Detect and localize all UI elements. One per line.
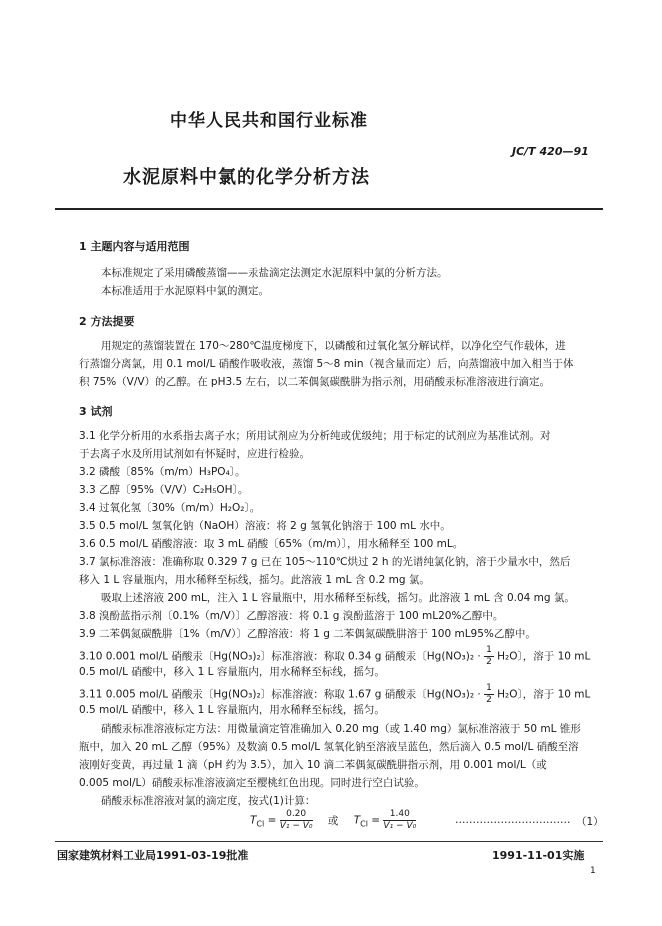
implementation-date: 1991-11-01实施 xyxy=(492,849,585,862)
clause-3-7: 移入 1 L 容量瓶内，用水稀释至标线，摇匀。此溶液 1 mL 含 0.2 mg 氯。 xyxy=(79,574,430,586)
clause-3-9: 3.9 二苯偶氮碳酰肼〔1%（m/V）〕乙醇溶液：将 1 g 二苯偶氮碳酰肼溶于 100 mL95%乙醇中。 xyxy=(79,628,536,640)
page-number: 1 xyxy=(590,866,596,876)
clause-3-1: 3.1 化学分析用的水系指去离子水；所用试剂应为分析纯或优级纯；用于标定的试剂应为基准试剂。对 xyxy=(79,430,551,442)
clause-3-10: 0.5 mol/L 硝酸中，移入 1 L 容量瓶内，用水稀释至标线，摇匀。 xyxy=(79,666,385,678)
standard-code: JC/T 420—91 xyxy=(512,145,589,158)
half-denominator: 2 xyxy=(486,695,492,705)
half-denominator: 2 xyxy=(486,657,492,667)
half-fraction xyxy=(484,645,494,668)
equation-leader-dots: …………………………… xyxy=(455,814,571,826)
eq-denominator: V₁ − V₀ xyxy=(279,821,313,831)
eq-lhs-sub: Cl xyxy=(256,819,265,829)
section-2-line: 积 75%（V/V）的乙醇。在 pH3.5 左右，以二苯偶氮碳酰肼为指示剂，用硝酸汞标准溶液进行滴定。 xyxy=(79,376,551,388)
clause-3-10-text: 3.10 0.001 mol/L 硝酸汞〔Hg(NO₃)₂〕标准溶液：称取 0.34 g 硝酸汞〔Hg(NO₃)₂ · xyxy=(79,650,481,663)
approval-text: 国家建筑材料工业局1991-03-19批准 xyxy=(57,849,249,862)
clause-3-10-text: H₂O〕，溶于 10 mL xyxy=(497,650,591,663)
eq-fraction xyxy=(280,809,313,832)
eq-equals: = xyxy=(367,814,384,827)
section-2-line: 用规定的蒸馏装置在 170～280℃温度梯度下，以磷酸和过氧化氢分解试样，以净化空气作载体，进 xyxy=(101,340,566,352)
section-2-heading: 2 方法提要 xyxy=(79,315,135,328)
calibration-line: 瓶中，加入 20 mL 乙醇（95%）及数滴 0.5 mol/L 氢氧化钠至溶液呈蓝色，然后滴入 0.5 mol/L 硝酸至溶 xyxy=(79,741,579,753)
eq-denominator: V₁ − V₀ xyxy=(383,821,417,831)
section-3-heading: 3 试剂 xyxy=(79,405,113,418)
document-title: 水泥原料中氯的化学分析方法 xyxy=(123,167,370,188)
section-1-line: 本标准适用于水泥原料中氯的测定。 xyxy=(101,285,269,297)
eq-lhs: T xyxy=(250,814,257,827)
section-2-line: 行蒸馏分离氯，用 0.1 mol/L 硝酸作吸收液，蒸馏 5～8 min（视含量而定）后，向蒸馏液中加入相当于体 xyxy=(79,358,574,370)
clause-3-3: 3.3 乙醇〔95%（V/V）C₂H₅OH〕。 xyxy=(79,484,249,496)
half-numerator: 1 xyxy=(486,645,492,655)
clause-3-6: 3.6 0.5 mol/L 硝酸溶液：取 3 mL 硝酸〔65%（m/m）〕，用水稀释至 100 mL。 xyxy=(79,538,464,550)
calibration-line: 液刚好变黄，再过量 1 滴（pH 约为 3.5），加入 10 滴二苯偶氮碳酰肼指示剂，用 0.001 mol/L（或 xyxy=(79,759,547,771)
calibration-line: 0.005 mol/L）硝酸汞标准溶液滴定至樱桃红色出现。同时进行空白试验。 xyxy=(79,777,425,789)
half-numerator: 1 xyxy=(486,683,492,693)
clause-3-8: 3.8 溴酚蓝指示剂〔0.1%（m/V）〕乙醇溶液：将 0.1 g 溴酚蓝溶于 100 mL20%乙醇中。 xyxy=(79,610,504,622)
clause-3-7: 吸取上述溶液 200 mL，注入 1 L 容量瓶中，用水稀释至标线，摇匀。此溶液 1 mL 含 0.04 mg 氯。 xyxy=(101,592,575,604)
half-fraction xyxy=(484,683,494,706)
clause-3-11: 0.5 mol/L 硝酸中，移入 1 L 容量瓶内，用水稀释至标线，摇匀。 xyxy=(79,704,385,716)
clause-3-11-text: H₂O〕，溶于 10 mL xyxy=(497,688,591,701)
standard-title: 中华人民共和国行业标准 xyxy=(170,111,368,131)
footer-rule xyxy=(55,841,603,842)
clause-3-4: 3.4 过氧化氢〔30%（m/m）H₂O₂〕。 xyxy=(79,502,261,514)
eq-lhs: T xyxy=(353,814,361,827)
eq-lhs-sub: Cl xyxy=(360,819,368,829)
clause-3-7: 3.7 氯标准溶液：准确称取 0.329 7 g 已在 105～110℃烘过 2 h 的光谱纯氯化钠，溶于少量水中，然后 xyxy=(79,556,571,568)
eq-fraction xyxy=(383,809,416,832)
title-rule xyxy=(55,208,603,210)
section-1-line: 本标准规定了采用磷酸蒸馏——汞盐滴定法测定水泥原料中氯的分析方法。 xyxy=(101,267,448,279)
eq-numerator: 1.40 xyxy=(383,809,416,821)
equation-number: （1） xyxy=(576,816,604,828)
section-1-heading: 1 主题内容与适用范围 xyxy=(79,240,190,253)
eq-numerator: 0.20 xyxy=(280,809,313,821)
eq-equals: = xyxy=(264,814,280,827)
eq-or: 或 xyxy=(327,814,339,827)
clause-3-5: 3.5 0.5 mol/L 氢氧化钠（NaOH）溶液：将 2 g 氢氧化钠溶于 100 mL 水中。 xyxy=(79,520,451,532)
titer-intro: 硝酸汞标准溶液对氯的滴定度，按式(1)计算： xyxy=(101,795,316,807)
calibration-line: 硝酸汞标准溶液标定方法：用微量滴定管准确加入 0.20 mg（或 1.40 mg）氯标准溶液于 50 mL 锥形 xyxy=(101,723,581,735)
clause-3-1: 于去离子水及所用试剂如有怀疑时，应进行检验。 xyxy=(79,448,310,460)
clause-3-2: 3.2 磷酸〔85%（m/m）H₃PO₄〕。 xyxy=(79,466,246,478)
equation-1 xyxy=(250,809,416,832)
clause-3-11-text: 3.11 0.005 mol/L 硝酸汞〔Hg(NO₃)₂〕标准溶液：称取 1.67 g 硝酸汞〔Hg(NO₃)₂ · xyxy=(79,688,481,701)
